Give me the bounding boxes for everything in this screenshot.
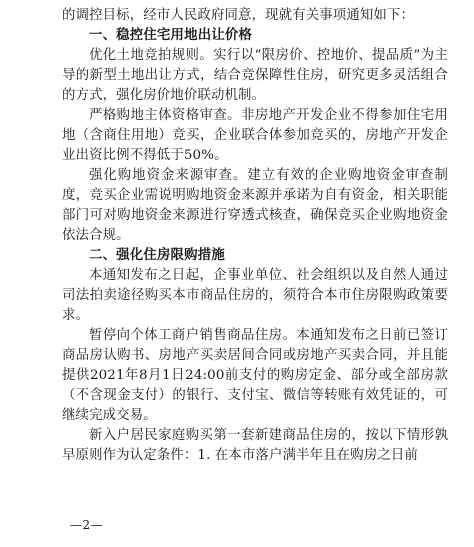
page-number: —2—: [70, 518, 104, 532]
paragraph-continuation: 的调控目标，经市人民政府同意，现就有关事项通知如下：: [62, 8, 415, 23]
paragraph-bidder-qualification: 严格购地主体资格审查。非房地产开发企业不得参加住宅用地（含商住用地）竞买，企业联合体参加竞买的，房地产开发企业出资比例不得低于50%。: [62, 108, 448, 163]
paragraph-judicial-auction: 本通知发布之日起，企事业单位、社会组织以及自然人通过司法拍卖途径购买本市商品住房的，须符合本市住房限购政策要求。: [62, 268, 448, 323]
document-body: [62, 6, 448, 466]
paragraph-new-residents: 新入户居民家庭购买第一套新建商品住房的，按以下情形孰早原则作为认定条件：1. 在本市落户满半年且在购房之日前: [62, 428, 448, 463]
paragraph-fund-source-review: 强化购地资金来源审查。建立有效的企业购地资金审查制度，竞买企业需说明购地资金来源并承诺为自有资金，相关职能部门可对购地资金来源进行穿透式核查，确保竞买企业购地资金依法合规。: [62, 168, 448, 243]
section-heading-purchase-restriction: 二、强化住房限购措施: [89, 248, 225, 263]
paragraph-individual-business: 暂停向个体工商户销售商品住房。本通知发布之日前已签订商品房认购书、房地产买卖居间合同或房地产买卖合同，并且能提供2021年8月1日24:00前支付的购房定金、部分或全部房款（不含现金支付）的银行、支付宝、微信等转账有效凭证的，可继续完成交易。: [62, 328, 448, 423]
section-heading-land-price: 一、稳控住宅用地出让价格: [89, 28, 253, 43]
paragraph-auction-rules: 优化土地竞拍规则。实行以“限房价、控地价、提品质”为主导的新型土地出让方式，结合竞保障性住房，研究更多灵活组合的方式，强化房价地价联动机制。: [62, 48, 448, 103]
